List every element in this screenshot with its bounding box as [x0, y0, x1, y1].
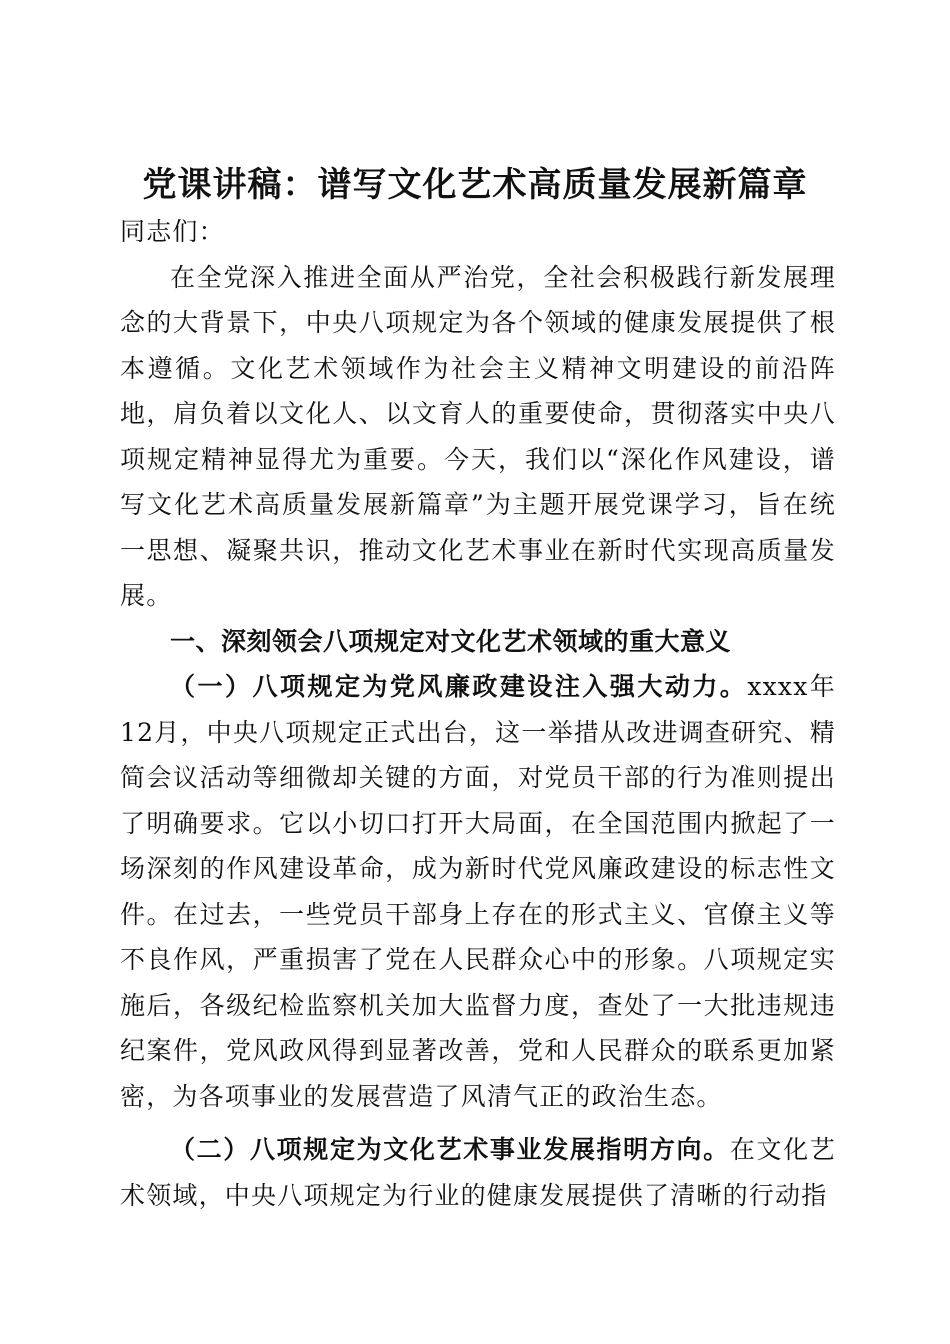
- point-text-2: 在文化艺术领域，中央八项规定为行业的健康发展提供了清晰的行动指: [120, 1135, 837, 1210]
- point-paragraph-1: [120, 664, 836, 1119]
- section-heading-1: 一、深刻领会八项规定对文化艺术领域的重大意义: [170, 626, 732, 656]
- document-body: [120, 209, 836, 1218]
- salutation: 同志们：: [120, 217, 225, 246]
- point-text-1: xxxx年12月，中央八项规定正式出台，这一举措从改进调查研究、精简会议活动等细微却关键的方面，对党员干部的行为准则提出了明确要求。它以小切口打开大局面，在全国范围内掀起了一场深刻的作风建设革命，成为新时代党风廉政建设的标志性文件。在过去，一些党员干部身上存在的形式主义、官僚主义等不良作风，严重损害了党在人民群众心中的形象。八项规定实施后，各级纪检监察机关加大监督力度，查处了一大批违规违纪案件，党风政风得到显著改善，党和人民群众的联系更加紧密，为各项事业的发展营造了风清气正的政治生态。: [120, 672, 836, 1111]
- document-title: 党课讲稿：谱写文化艺术高质量发展新篇章: [142, 164, 808, 205]
- point-label-2: （二）八项规定为文化艺术事业发展指明方向。: [170, 1135, 730, 1164]
- point-label-1: （一）八项规定为党风廉政建设注入强大动力。: [170, 672, 748, 701]
- intro-paragraph: 在全党深入推进全面从严治党，全社会积极践行新发展理念的大背景下，中央八项规定为各个领域的健康发展提供了根本遵循。文化艺术领域作为社会主义精神文明建设的前沿阵地，肩负着以文化人、以文育人的重要使命，贯彻落实中央八项规定精神显得尤为重要。今天，我们以“深化作风建设，谱写文化艺术高质量发展新篇章”为主题开展党课学习，旨在统一思想、凝聚共识，推动文化艺术事业在新时代实现高质量发展。: [120, 262, 836, 610]
- point-paragraph-2: [120, 1127, 836, 1218]
